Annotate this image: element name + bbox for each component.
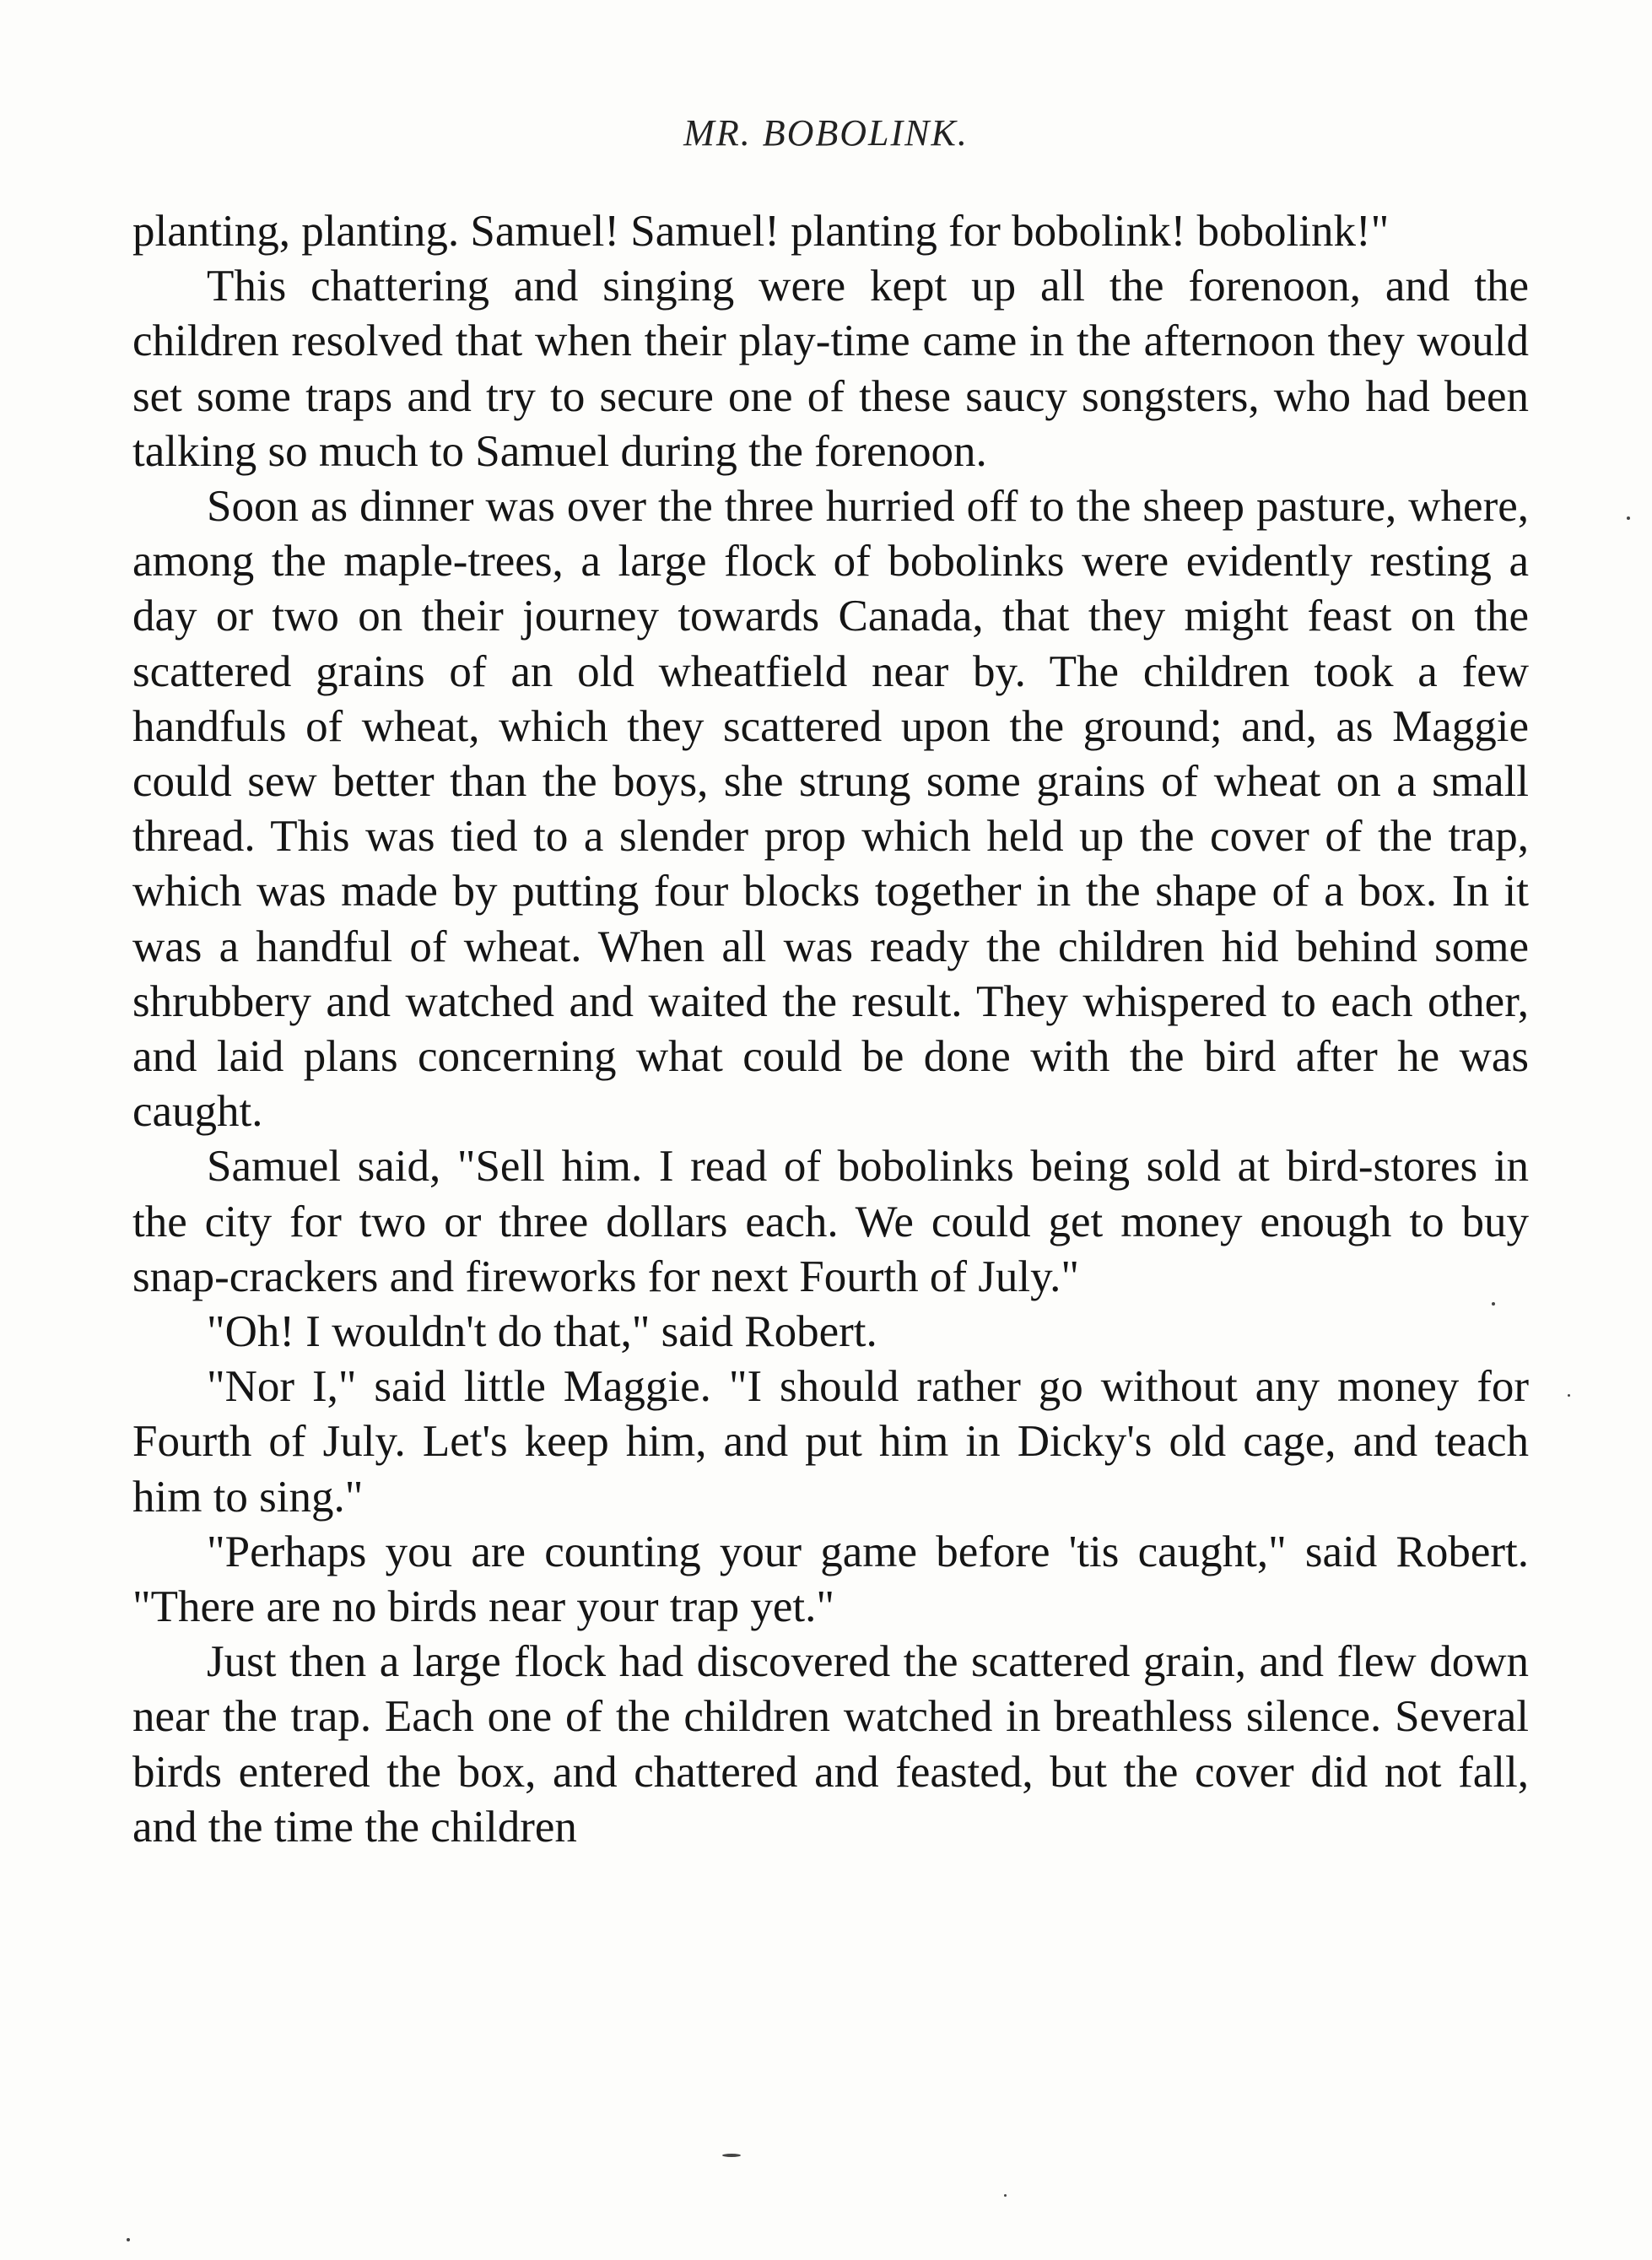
paper-speck — [127, 2238, 130, 2241]
paragraph: Samuel said, "Sell him. I read of bobolinks being sold at bird-stores in the city for two or three dollars each. We could get money enough to buy snap-crackers and fireworks for next Fourth of July." — [132, 1142, 1529, 1301]
paragraph: "Perhaps you are counting your game before 'tis caught," said Robert. "There are no birds near your trap yet." — [132, 1527, 1529, 1632]
paper-speck — [1004, 2194, 1007, 2197]
paper-speck — [722, 2154, 741, 2157]
paragraph: "Oh! I wouldn't do that," said Robert. — [207, 1307, 877, 1357]
paragraph: This chattering and singing were kept up all the forenoon, and the children resolved that when their play-time came in the afternoon they would set some traps and try to secure one of these saucy songsters, who had been talking so much to Samuel during the forenoon. — [132, 262, 1529, 476]
paragraph-continued: planting, planting. Samuel! Samuel! planting for bobolink! bobolink!" — [132, 207, 1390, 256]
paper-speck — [1627, 516, 1630, 520]
paragraph: Soon as dinner was over the three hurried off to the sheep pasture, where, among the maple-trees, a large flock of bobolinks were evidently resting a day or two on their journey towards Canada, that they might feast on the scattered grains of an old wheatfield near by. The children took a few handfuls of wheat, which they scattered upon the ground; and, as Maggie could sew better than the boys, she strung some grains of wheat on a small thread. This was tied to a slender prop which held up the cover of the trap, which was made by putting four blocks together in the shape of a box. In it was a handful of wheat. When all was ready the children hid behind some shrubbery and watched and waited the result. They whispered to each other, and laid plans concerning what could be done with the bird after he was caught. — [132, 482, 1529, 1137]
body-text — [132, 204, 1529, 1855]
paper-speck — [1568, 1394, 1570, 1397]
paragraph: "Nor I," said little Maggie. "I should rather go without any money for Fourth of July. Let's keep him, and put him in Dicky's old cage, and teach him to sing." — [132, 1362, 1529, 1522]
paper-speck — [1492, 1302, 1495, 1306]
paragraph: Just then a large flock had discovered the scattered grain, and flew down near the trap. Each one of the children watched in breathless silence. Several birds entered the box, and chattered and feasted, but the cover did not fall, and the time the children — [132, 1637, 1529, 1852]
running-head: MR. BOBOLINK. — [683, 112, 969, 154]
